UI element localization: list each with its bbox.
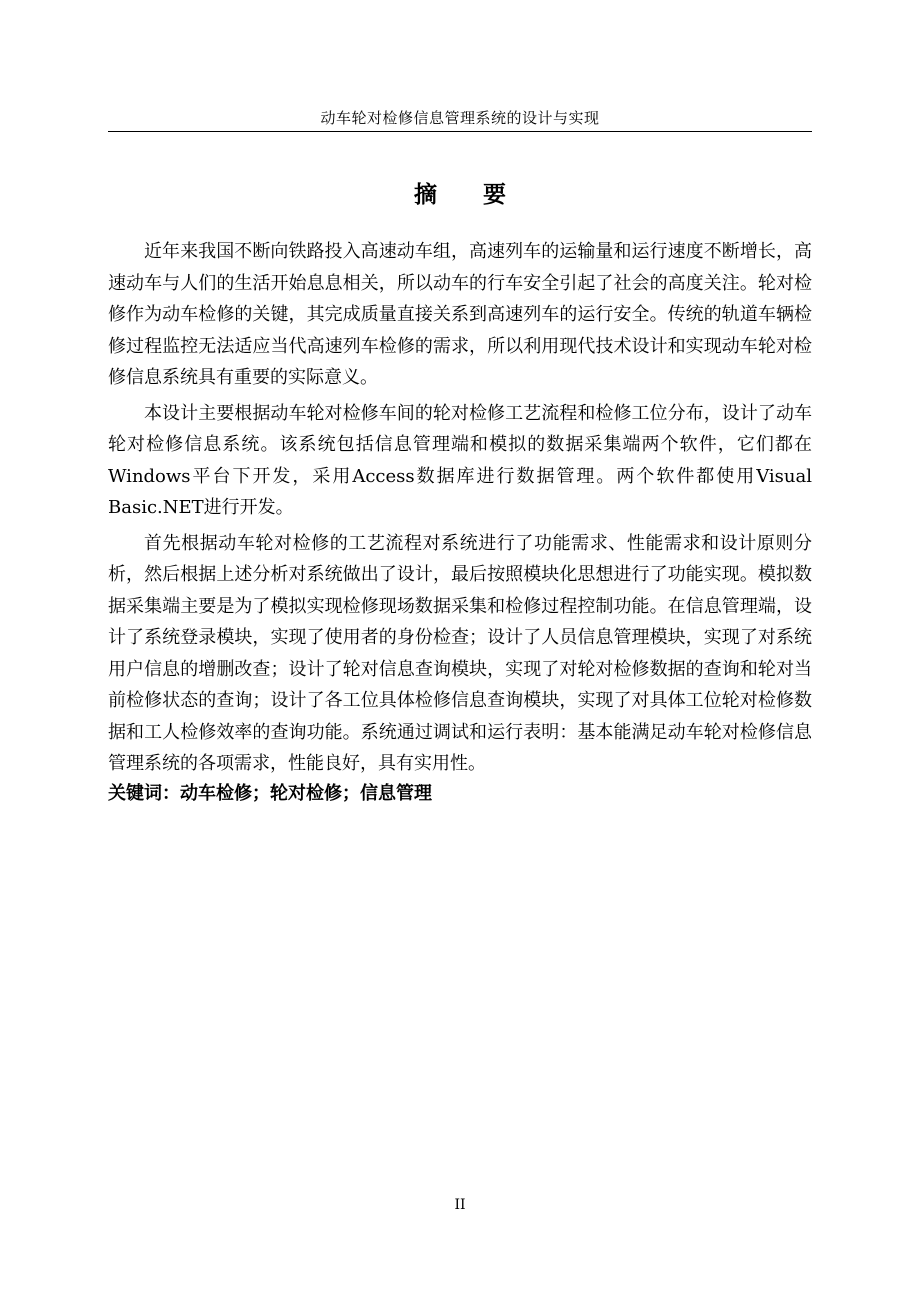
abstract-paragraph-3: 首先根据动车轮对检修的工艺流程对系统进行了功能需求、性能需求和设计原则分析，然后根据上述分析对系统做出了设计，最后按照模块化思想进行了功能实现。模拟数据采集端主要是为了模拟实现检修现场数据采集和检修过程控制功能。在信息管理端，设计了系统登录模块，实现了使用者的身份检查；设计了人员信息管理模块，实现了对系统用户信息的增删改查；设计了轮对信息查询模块，实现了对轮对检修数据的查询和轮对当前检修状态的查询；设计了各工位具体检修信息查询模块，实现了对具体工位轮对检修数据和工人检修效率的查询功能。系统通过调试和运行表明：基本能满足动车轮对检修信息管理系统的各项需求，性能良好，具有实用性。 xyxy=(108,532,812,774)
abstract-paragraph-2: 本设计主要根据动车轮对检修车间的轮对检修工艺流程和检修工位分布，设计了动车轮对检修信息系统。该系统包括信息管理端和模拟的数据采集端两个软件，它们都在Windows平台下开发，采用Access数据库进行数据管理。两个软件都使用Visual Basic.NET进行开发。 xyxy=(108,402,812,518)
abstract-paragraph-1: 近年来我国不断向铁路投入高速动车组，高速列车的运输量和运行速度不断增长，高速动车与人们的生活开始息息相关，所以动车的行车安全引起了社会的高度关注。轮对检修作为动车检修的关键，其完成质量直接关系到高速列车的运行安全。传统的轨道车辆检修过程监控无法适应当代高速列车检修的需求，所以利用现代技术设计和实现动车轮对检修信息系统具有重要的实际意义。 xyxy=(108,241,812,388)
abstract-title: 摘要 xyxy=(414,181,552,208)
running-header: 动车轮对检修信息管理系统的设计与实现 xyxy=(320,109,600,127)
abstract-body xyxy=(108,236,812,780)
page-number: II xyxy=(454,1197,466,1213)
keywords: 关键词：动车检修；轮对检修；信息管理 xyxy=(108,783,432,804)
header-rule xyxy=(108,131,812,132)
